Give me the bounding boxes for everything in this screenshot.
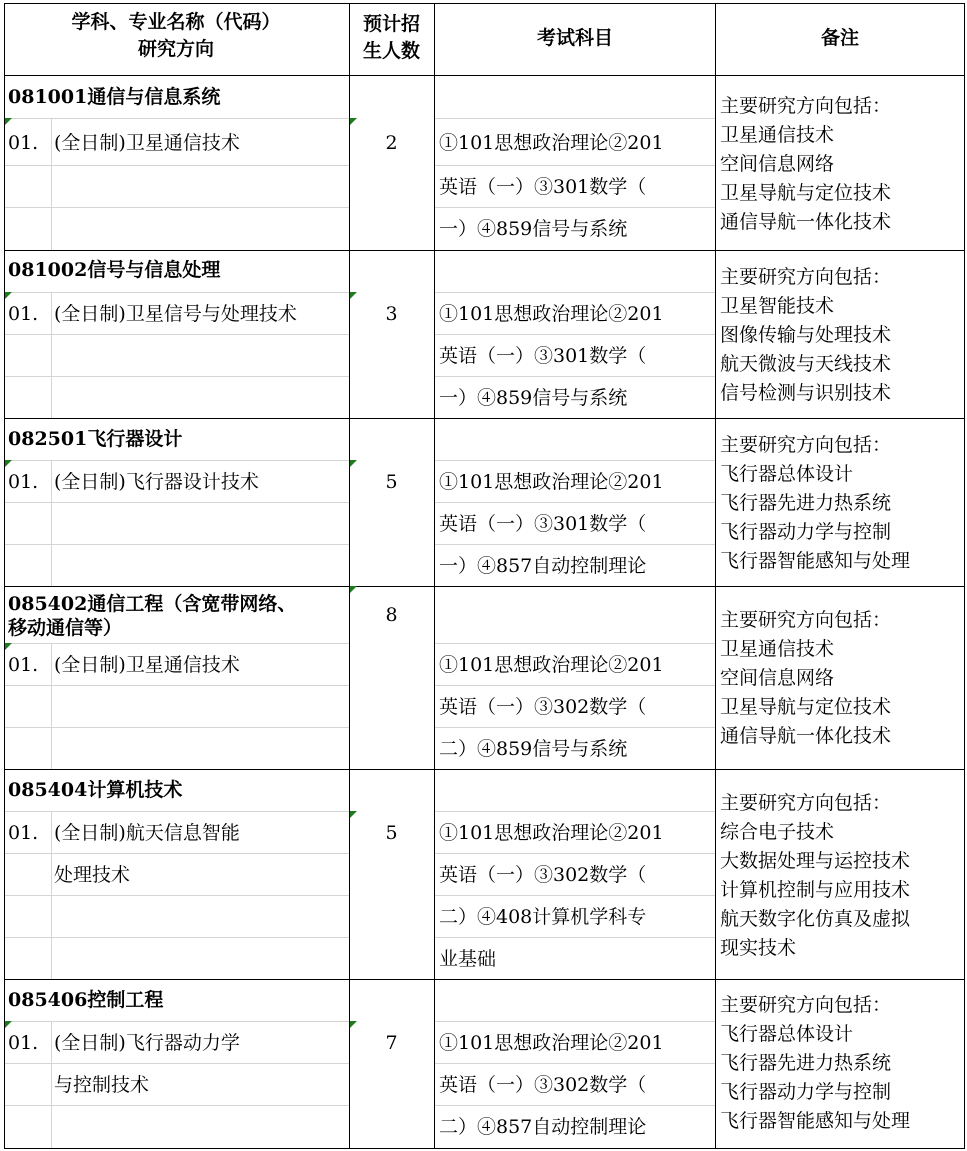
remark-line: 图像传输与处理技术 [720, 324, 892, 346]
column-gridline [51, 811, 52, 979]
remark-line: 卫星导航与定位技术 [720, 182, 892, 204]
direction-name: (全日制)航天信息智能 [54, 822, 240, 844]
row-gridline [435, 118, 715, 119]
row-gridline [5, 727, 349, 728]
row-gridline [5, 643, 349, 644]
row-gridline [435, 643, 715, 644]
comment-marker-icon [350, 811, 357, 818]
row-gridline [5, 502, 349, 503]
row-gridline [435, 165, 715, 166]
remark-line: 飞行器智能感知与处理 [720, 1110, 911, 1132]
row-gridline [5, 1105, 349, 1106]
direction-name-cont: 与控制技术 [54, 1074, 150, 1096]
column-gridline [51, 460, 52, 586]
header-subject-line2: 研究方向 [137, 38, 214, 60]
enrollment-count: 5 [385, 822, 398, 844]
remark-line: 通信导航一体化技术 [720, 725, 892, 747]
row-gridline [435, 1063, 715, 1064]
comment-marker-icon [5, 118, 12, 125]
column-gridline [51, 1021, 52, 1148]
row-gridline [435, 502, 715, 503]
row-gridline [435, 460, 715, 461]
exam-line: 一）④859信号与系统 [439, 387, 628, 409]
exam-line: ①101思想政治理论②201 [439, 303, 664, 325]
section-title-line2: 移动通信等） [8, 617, 123, 639]
remark-line: 卫星通信技术 [720, 638, 835, 660]
remark-line: 飞行器动力学与控制 [720, 521, 892, 543]
enrollment-count: 7 [385, 1032, 398, 1054]
exam-line: 英语（一）③301数学（ [439, 345, 647, 367]
section-divider [4, 769, 965, 770]
table-border-right [964, 3, 965, 1148]
exam-line: 英语（一）③301数学（ [439, 513, 647, 535]
section-title: 081002信号与信息处理 [8, 259, 221, 281]
comment-marker-icon [350, 586, 357, 593]
section-divider [4, 418, 965, 419]
section-divider [4, 586, 965, 587]
exam-line: ①101思想政治理论②201 [439, 471, 664, 493]
section-divider [4, 250, 965, 251]
section-divider [4, 1148, 965, 1149]
section-title: 085404计算机技术 [8, 779, 183, 801]
remark-line: 飞行器总体设计 [720, 463, 854, 485]
row-gridline [435, 685, 715, 686]
row-gridline [435, 1105, 715, 1106]
row-gridline [435, 544, 715, 545]
remark-line: 卫星智能技术 [720, 295, 835, 317]
row-gridline [5, 376, 349, 377]
comment-marker-icon [350, 1021, 357, 1028]
remark-line: 飞行器先进力热系统 [720, 492, 892, 514]
remark-line: 主要研究方向包括： [720, 792, 892, 814]
exam-line: 二）④859信号与系统 [439, 738, 628, 760]
remark-line: 飞行器动力学与控制 [720, 1081, 892, 1103]
row-gridline [435, 895, 715, 896]
direction-number: 01. [8, 471, 39, 493]
exam-line: 二）④857自动控制理论 [439, 1116, 647, 1138]
exam-line: ①101思想政治理论②201 [439, 132, 664, 154]
row-gridline [5, 811, 349, 812]
enrollment-count: 3 [385, 303, 398, 325]
row-gridline [435, 292, 715, 293]
exam-line: 英语（一）③302数学（ [439, 1074, 647, 1096]
remark-line: 航天数字化仿真及虚拟 [720, 908, 911, 930]
section-title: 082501飞行器设计 [8, 428, 183, 450]
direction-number: 01. [8, 1032, 39, 1054]
row-gridline [435, 853, 715, 854]
exam-line: 业基础 [439, 948, 497, 970]
exam-line: ①101思想政治理论②201 [439, 822, 664, 844]
row-gridline [5, 165, 349, 166]
comment-marker-icon [5, 292, 12, 299]
remark-line: 主要研究方向包括： [720, 994, 892, 1016]
section-divider [4, 979, 965, 980]
comment-marker-icon [350, 292, 357, 299]
row-gridline [5, 544, 349, 545]
direction-name: (全日制)卫星通信技术 [54, 132, 240, 154]
row-gridline [435, 727, 715, 728]
row-gridline [5, 937, 349, 938]
remark-line: 飞行器智能感知与处理 [720, 550, 911, 572]
comment-marker-icon [5, 460, 12, 467]
section-title: 081001通信与信息系统 [8, 86, 221, 108]
comment-marker-icon [5, 1021, 12, 1028]
remark-line: 主要研究方向包括： [720, 609, 892, 631]
remark-line: 飞行器先进力热系统 [720, 1052, 892, 1074]
remark-line: 飞行器总体设计 [720, 1023, 854, 1045]
header-subject-line1: 学科、专业名称（代码） [71, 11, 281, 33]
exam-line: 一）④857自动控制理论 [439, 555, 647, 577]
row-gridline [435, 207, 715, 208]
remark-line: 卫星通信技术 [720, 124, 835, 146]
row-gridline [435, 811, 715, 812]
exam-line: 英语（一）③301数学（ [439, 176, 647, 198]
column-divider [349, 3, 350, 1148]
column-gridline [51, 118, 52, 250]
remark-line: 航天微波与天线技术 [720, 353, 892, 375]
row-gridline [5, 1021, 349, 1022]
header-count-line2: 生人数 [362, 40, 420, 62]
row-gridline [5, 685, 349, 686]
row-gridline [435, 1021, 715, 1022]
row-gridline [5, 292, 349, 293]
comment-marker-icon [5, 643, 12, 650]
column-divider [434, 3, 435, 1148]
column-gridline [51, 292, 52, 418]
remark-line: 空间信息网络 [720, 667, 835, 689]
header-count-line1: 预计招 [362, 13, 420, 35]
remark-line: 现实技术 [720, 937, 797, 959]
column-gridline [51, 643, 52, 769]
section-title: 085406控制工程 [8, 989, 164, 1011]
remark-line: 通信导航一体化技术 [720, 211, 892, 233]
row-gridline [435, 376, 715, 377]
direction-name: (全日制)飞行器动力学 [54, 1032, 240, 1054]
remark-line: 主要研究方向包括： [720, 434, 892, 456]
header-remarks: 备注 [820, 27, 859, 49]
row-gridline [5, 460, 349, 461]
remark-line: 主要研究方向包括： [720, 95, 892, 117]
direction-name-cont: 处理技术 [54, 864, 131, 886]
direction-number: 01. [8, 822, 39, 844]
remark-line: 大数据处理与运控技术 [720, 850, 911, 872]
table-border-left [4, 3, 5, 1148]
remark-line: 计算机控制与应用技术 [720, 879, 911, 901]
row-gridline [5, 334, 349, 335]
row-gridline [5, 1063, 349, 1064]
remark-line: 信号检测与识别技术 [720, 382, 892, 404]
remark-line: 主要研究方向包括： [720, 266, 892, 288]
row-gridline [5, 118, 349, 119]
row-gridline [435, 937, 715, 938]
direction-name: (全日制)卫星信号与处理技术 [54, 303, 297, 325]
header-exam: 考试科目 [536, 27, 613, 49]
remark-line: 空间信息网络 [720, 153, 835, 175]
exam-line: 英语（一）③302数学（ [439, 864, 647, 886]
section-divider [4, 75, 965, 76]
direction-number: 01. [8, 654, 39, 676]
column-divider [715, 3, 716, 1148]
enrollment-count: 5 [385, 471, 398, 493]
direction-number: 01. [8, 303, 39, 325]
exam-line: 二）④408计算机学科专 [439, 906, 647, 928]
direction-number: 01. [8, 132, 39, 154]
comment-marker-icon [350, 460, 357, 467]
row-gridline [5, 853, 349, 854]
direction-name: (全日制)卫星通信技术 [54, 654, 240, 676]
row-gridline [5, 895, 349, 896]
enrollment-count: 2 [385, 132, 398, 154]
exam-line: 一）④859信号与系统 [439, 218, 628, 240]
comment-marker-icon [350, 118, 357, 125]
exam-line: ①101思想政治理论②201 [439, 654, 664, 676]
section-title: 085402通信工程（含宽带网络、 [8, 593, 297, 615]
remark-line: 综合电子技术 [720, 821, 835, 843]
exam-line: ①101思想政治理论②201 [439, 1032, 664, 1054]
exam-line: 英语（一）③302数学（ [439, 696, 647, 718]
remark-line: 卫星导航与定位技术 [720, 696, 892, 718]
table-border-top [4, 3, 965, 4]
enrollment-count: 8 [385, 604, 398, 626]
row-gridline [5, 207, 349, 208]
direction-name: (全日制)飞行器设计技术 [54, 471, 259, 493]
row-gridline [435, 334, 715, 335]
